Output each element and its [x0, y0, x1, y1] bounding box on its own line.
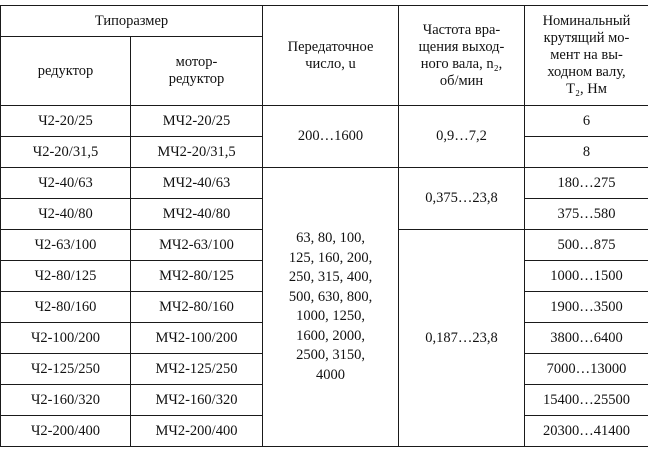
table-row — [1, 168, 648, 199]
cell-torque: 7000…13000 — [525, 354, 648, 385]
cell-motor-reducer: МЧ2-40/80 — [131, 199, 263, 230]
cell-motor-reducer: МЧ2-100/200 — [131, 323, 263, 354]
cell-torque: 1000…1500 — [525, 261, 648, 292]
cell-motor-reducer: МЧ2-20/25 — [131, 106, 263, 137]
cell-ratio-group: 200…1600 — [263, 106, 399, 168]
cell-speed-group: 0,375…23,8 — [399, 168, 525, 230]
cell-motor-reducer: МЧ2-200/400 — [131, 416, 263, 447]
cell-torque: 375…580 — [525, 199, 648, 230]
cell-torque: 15400…25500 — [525, 385, 648, 416]
header-speed: Частота вра- щения выход- ного вала, n₂, об/мин — [399, 6, 525, 106]
cell-motor-reducer: МЧ2-40/63 — [131, 168, 263, 199]
header-torque: Номинальный крутящий мо- мент на вы- ходном валу, T₂, Нм — [525, 6, 648, 106]
cell-torque: 1900…3500 — [525, 292, 648, 323]
cell-ratio-group: 63, 80, 100, 125, 160, 200, 250, 315, 400, 500, 630, 800, 1000, 1250, 1600, 2000, 2500, 3150, 4000 — [263, 168, 399, 447]
cell-speed-group: 0,9…7,2 — [399, 106, 525, 168]
header-motor-reducer: мотор- редуктор — [131, 37, 263, 106]
reducer-spec-table — [0, 5, 648, 447]
cell-reducer: Ч2-160/320 — [1, 385, 131, 416]
cell-motor-reducer: МЧ2-63/100 — [131, 230, 263, 261]
table-row — [1, 106, 648, 137]
header-row-top — [1, 6, 648, 37]
cell-reducer: Ч2-125/250 — [1, 354, 131, 385]
cell-motor-reducer: МЧ2-80/160 — [131, 292, 263, 323]
cell-motor-reducer: МЧ2-160/320 — [131, 385, 263, 416]
cell-reducer: Ч2-63/100 — [1, 230, 131, 261]
cell-reducer: Ч2-100/200 — [1, 323, 131, 354]
cell-reducer: Ч2-200/400 — [1, 416, 131, 447]
cell-torque: 20300…41400 — [525, 416, 648, 447]
cell-torque: 6 — [525, 106, 648, 137]
cell-torque: 8 — [525, 137, 648, 168]
cell-speed-group: 0,187…23,8 — [399, 230, 525, 447]
header-reducer: редуктор — [1, 37, 131, 106]
cell-reducer: Ч2-80/160 — [1, 292, 131, 323]
cell-reducer: Ч2-20/31,5 — [1, 137, 131, 168]
cell-torque: 180…275 — [525, 168, 648, 199]
cell-reducer: Ч2-40/63 — [1, 168, 131, 199]
cell-torque: 3800…6400 — [525, 323, 648, 354]
cell-reducer: Ч2-80/125 — [1, 261, 131, 292]
header-typesize: Типоразмер — [1, 6, 263, 37]
cell-motor-reducer: МЧ2-125/250 — [131, 354, 263, 385]
cell-reducer: Ч2-20/25 — [1, 106, 131, 137]
header-ratio: Передаточное число, u — [263, 6, 399, 106]
cell-motor-reducer: МЧ2-20/31,5 — [131, 137, 263, 168]
cell-reducer: Ч2-40/80 — [1, 199, 131, 230]
cell-torque: 500…875 — [525, 230, 648, 261]
cell-motor-reducer: МЧ2-80/125 — [131, 261, 263, 292]
